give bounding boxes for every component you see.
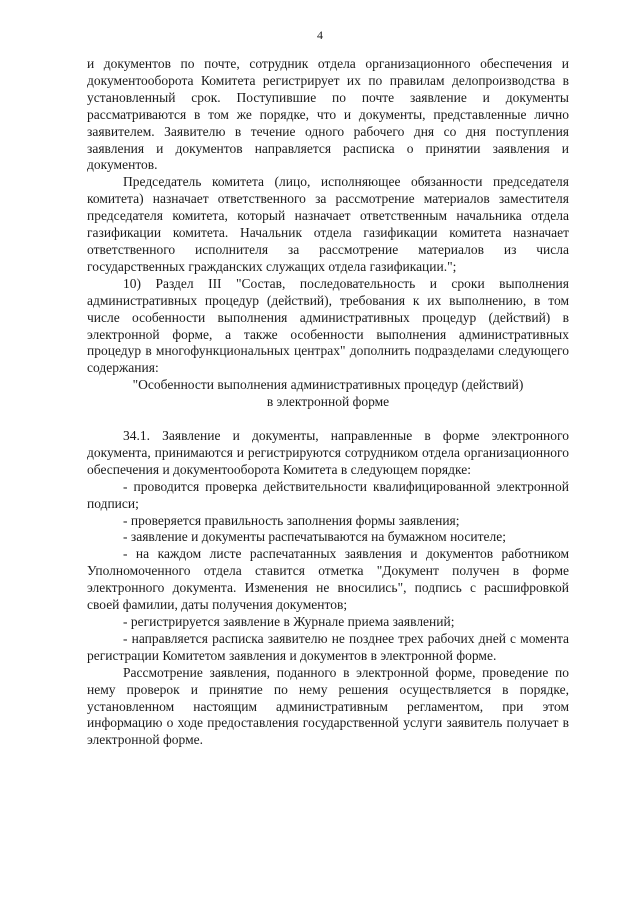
spacer (87, 411, 569, 428)
list-item: - на каждом листе распечатанных заявления и документов работником Уполномоченного отдела ставится отметка "Документ получен в форме электронного документа. Изменения не вносились", подпись с расшифровкой своей фамилии, даты получения документов; (87, 546, 569, 613)
page-number: 4 (317, 28, 323, 42)
document-body (87, 56, 569, 749)
list-item: - заявление и документы распечатываются на бумажном носителе; (123, 529, 506, 545)
paragraph-34-1: 34.1. Заявление и документы, направленные в форме электронного документа, принимаются и регистрируются сотрудником отдела организационного обеспечения и документооборота Комитета в следующем порядке: (87, 428, 569, 477)
list-item: - направляется расписка заявителю не позднее трех рабочих дней с момента регистрации Комитетом заявления и документов в электронной форме. (87, 630, 569, 663)
paragraph-continuation: и документов по почте, сотрудник отдела организационного обеспечения и документооборота Комитета регистрирует их по правилам делопроизводства в установленный срок. Поступившие по почте заявление и документы рассматриваются в том же порядке, что и документы, представленные лично заявителем. Заявителю в течение одного рабочего дня со дня поступления заявления и документов направляется расписка о принятии заявления и документов. (87, 56, 569, 173)
list-item: - проводится проверка действительности квалифицированной электронной подписи; (87, 478, 569, 511)
paragraph-section-iii: 10) Раздел III "Состав, последовательность и сроки выполнения административных процедур (действий), требования к их выполнению, в том числе особенности выполнения административных процедур (действий) в электронной форме, а также особенности выполнения административных процедур в многофункциональных центрах" дополнить подразделами следующего содержания: (87, 275, 569, 376)
paragraph-chairman: Председатель комитета (лицо, исполняющее обязанности председателя комитета) назначает ответственного за рассмотрение материалов заместителя председателя комитета, который назначает ответственным начальника отдела газификации комитета. Начальник отдела газификации комитета назначает ответственного исполнителя за рассмотрение материалов из числа государственных гражданских служащих отдела газификации."; (87, 174, 569, 274)
section-heading-line-2: в электронной форме (266, 394, 390, 410)
list-item: - регистрируется заявление в Журнале приема заявлений; (123, 614, 455, 629)
paragraph-review: Рассмотрение заявления, поданного в электронной форме, проведение по нему проверок и принятие по нему решения осуществляется в порядке, установленном настоящим административным регламентом, при этом информацию о ходе предоставления государственной услуги заявитель получает в электронной форме. (87, 664, 569, 748)
section-heading-line-1: "Особенности выполнения административных процедур (действий) (132, 377, 524, 393)
list-item: - проверяется правильность заполнения формы заявления; (123, 512, 460, 528)
